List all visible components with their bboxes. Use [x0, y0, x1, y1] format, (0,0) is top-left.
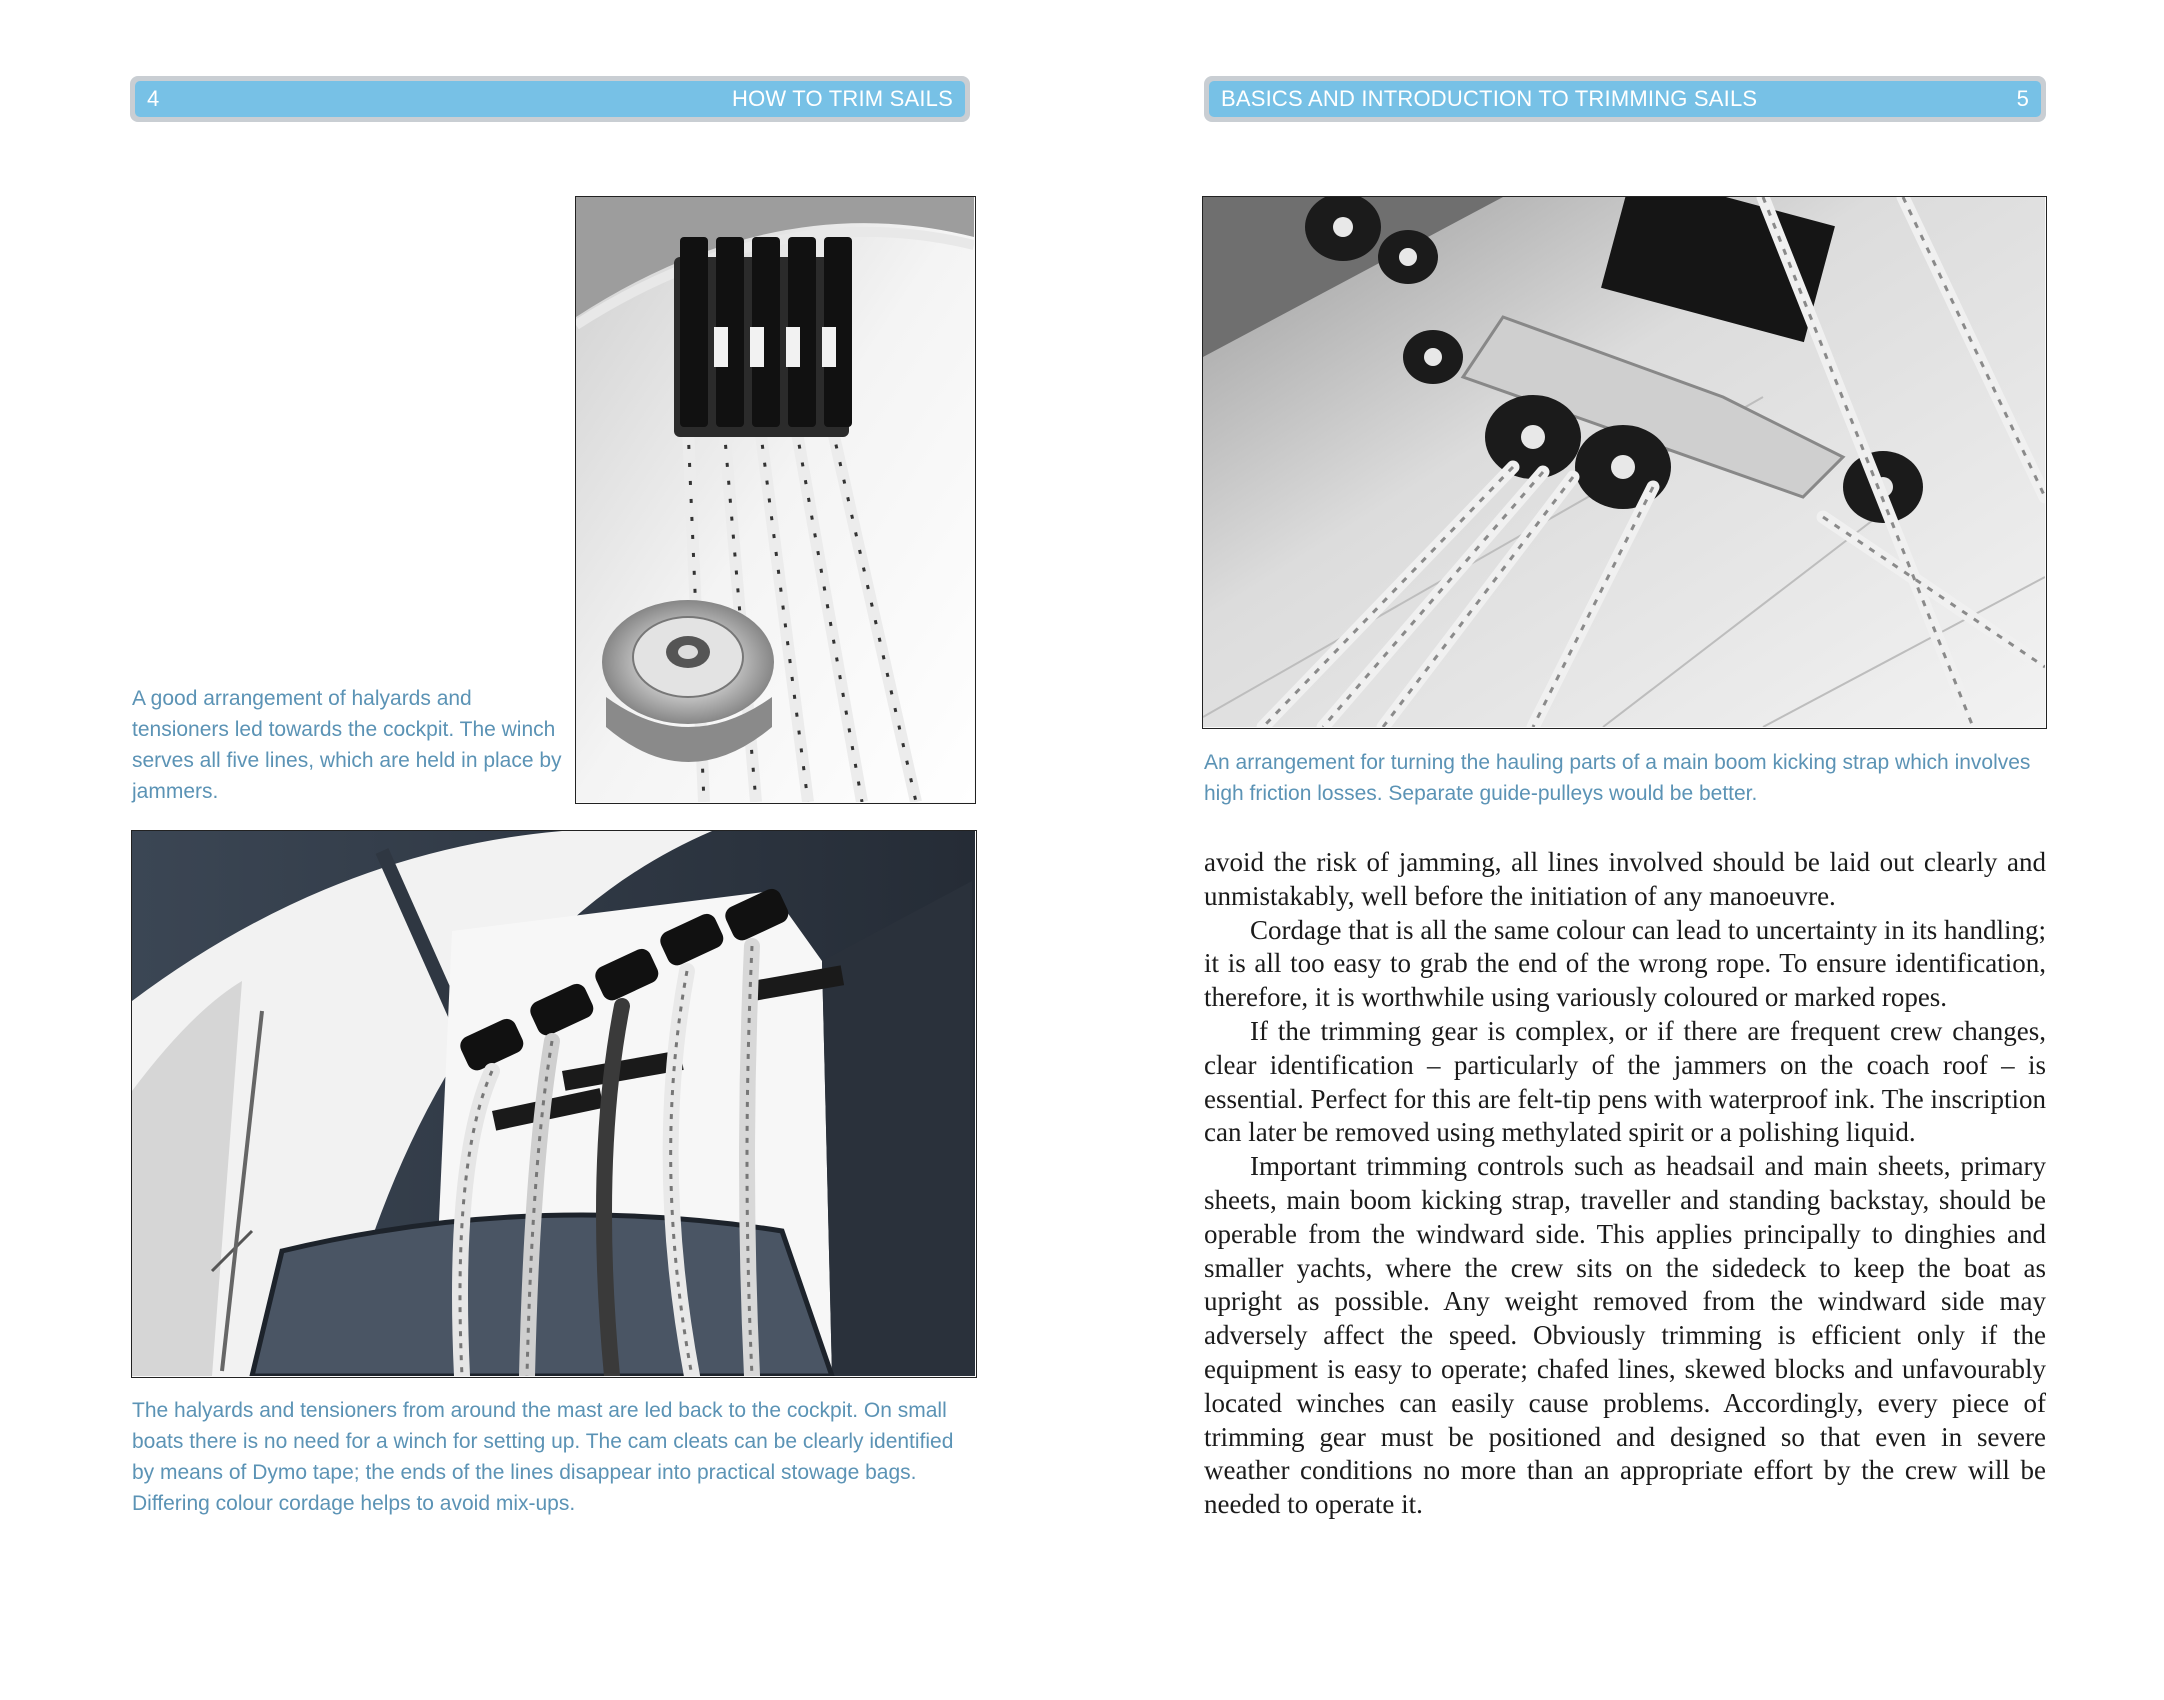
running-title: BASICS AND INTRODUCTION TO TRIMMING SAILS	[1221, 86, 1758, 111]
cam-cleats-photo	[131, 830, 977, 1378]
jammers-photo-caption: A good arrangement of halyards and tensioners led towards the cockpit. The winch serves all five lines, which are held in place by jammers.	[132, 687, 562, 803]
kicking-strap-photo-caption: An arrangement for turning the hauling parts of a main boom kicking strap which involves high friction losses. Separate guide-pulleys would be better.	[1204, 751, 2031, 805]
page-number: 5	[2016, 86, 2029, 111]
body-text	[1204, 846, 2046, 1522]
right-page-header	[1204, 76, 2046, 122]
right-page	[1082, 0, 2164, 1700]
page-number: 4	[147, 86, 160, 111]
left-page-header	[130, 76, 970, 122]
jammers-winch-photo	[575, 196, 976, 804]
body-paragraph: Important trimming controls such as headsail and main sheets, primary sheets, main boom kicking strap, traveller and standing backstay, should be operable from the windward side. This applies principally to dinghies and smaller yachts, where the crew sits on the sidedeck to keep the boat as upright as possible. Any weight removed from the windward side may adversely affect the speed. Obviously trimming is efficient only if the equipment is easy to operate; chafed lines, skewed blocks and unfavourably located winches can easily cause problems. Accordingly, every piece of trimming gear must be positioned and designed so that even in severe weather conditions no more than an appropriate effort by the crew will be needed to operate it.	[1204, 1151, 2046, 1520]
body-paragraph: Cordage that is all the same colour can lead to uncertainty in its handling; it is all too easy to grab the end of the wrong rope. To ensure identification, therefore, it is worthwhile using variously coloured or marked ropes.	[1204, 914, 2046, 1013]
body-paragraph: avoid the risk of jamming, all lines involved should be laid out clearly and unmistakably, well before the initiation of any manoeuvre.	[1204, 847, 2046, 911]
body-paragraph: If the trimming gear is complex, or if there are frequent crew changes, clear identification – particularly of the jammers on the coach roof – is essential. Perfect for this are felt-tip pens with waterproof ink. The inscription can later be removed using methylated spirit or a polishing liquid.	[1204, 1015, 2046, 1148]
kicking-strap-blocks-photo	[1202, 196, 2047, 729]
running-title: HOW TO TRIM SAILS	[732, 86, 953, 111]
cam-cleats-photo-caption: The halyards and tensioners from around the mast are led back to the cockpit. On small boats there is no need for a winch for setting up. The cam cleats can be clearly identified by means of Dymo tape; the ends of the lines disappear into practical stowage bags. Differing colour cordage helps to avoid mix-ups.	[132, 1399, 954, 1515]
